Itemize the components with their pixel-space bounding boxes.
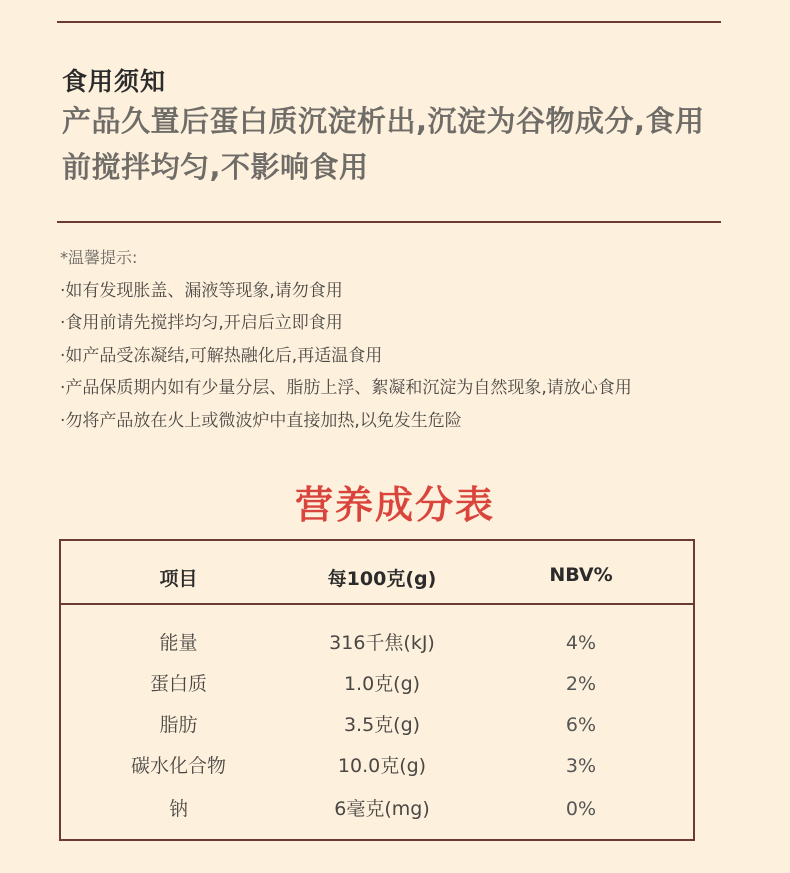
tip-item: ·产品保质期内如有少量分层、脂肪上浮、絮凝和沉淀为自然现象,请放心食用	[60, 378, 632, 398]
table-row	[61, 793, 693, 833]
notice-heading: 食用须知	[62, 67, 167, 96]
nutrient-amount: 1.0克(g)	[343, 673, 421, 695]
table-row	[61, 709, 693, 749]
nutrition-title: 营养成分表	[294, 483, 495, 527]
nutrient-nrv: 6%	[565, 714, 597, 736]
tips-title: *温馨提示:	[60, 248, 138, 267]
nutrient-name: 钠	[168, 798, 188, 820]
table-row	[61, 668, 693, 708]
nutrient-nrv: 4%	[565, 632, 597, 654]
nutrient-nrv: 2%	[565, 673, 597, 695]
tip-item: ·食用前请先搅拌均匀,开启后立即食用	[60, 313, 343, 333]
header-item: 项目	[159, 568, 198, 590]
tips-section	[60, 242, 740, 437]
table-row	[61, 627, 693, 667]
nutrient-amount: 316千焦(kJ)	[329, 632, 435, 654]
nutrient-name: 蛋白质	[149, 673, 207, 695]
nutrient-nrv: 3%	[565, 755, 597, 777]
nutrient-name: 碳水化合物	[130, 755, 226, 777]
nutrient-amount: 6毫克(mg)	[334, 798, 430, 820]
header-per-100g: 每100克(g)	[327, 568, 437, 590]
nutrient-nrv: 0%	[565, 798, 597, 820]
nutrient-name: 脂肪	[159, 714, 198, 736]
nutrient-amount: 3.5克(g)	[343, 714, 421, 736]
nutrition-table-header	[61, 541, 693, 605]
middle-divider	[57, 221, 721, 223]
notice-body: 产品久置后蛋白质沉淀析出,沉淀为谷物成分,食用前搅拌均匀,不影响食用	[62, 104, 705, 184]
nutrient-name: 能量	[159, 632, 198, 654]
tip-item: ·如有发现胀盖、漏液等现象,请勿食用	[60, 280, 343, 301]
table-row	[61, 750, 693, 790]
tip-item: ·勿将产品放在火上或微波炉中直接加热,以免发生危险	[60, 410, 462, 431]
header-nrv: NBV%	[549, 564, 613, 586]
nutrition-table	[59, 539, 695, 841]
top-divider	[57, 21, 721, 23]
nutrient-amount: 10.0克(g)	[337, 755, 427, 777]
tip-item: ·如产品受冻凝结,可解热融化后,再适温食用	[60, 345, 383, 366]
